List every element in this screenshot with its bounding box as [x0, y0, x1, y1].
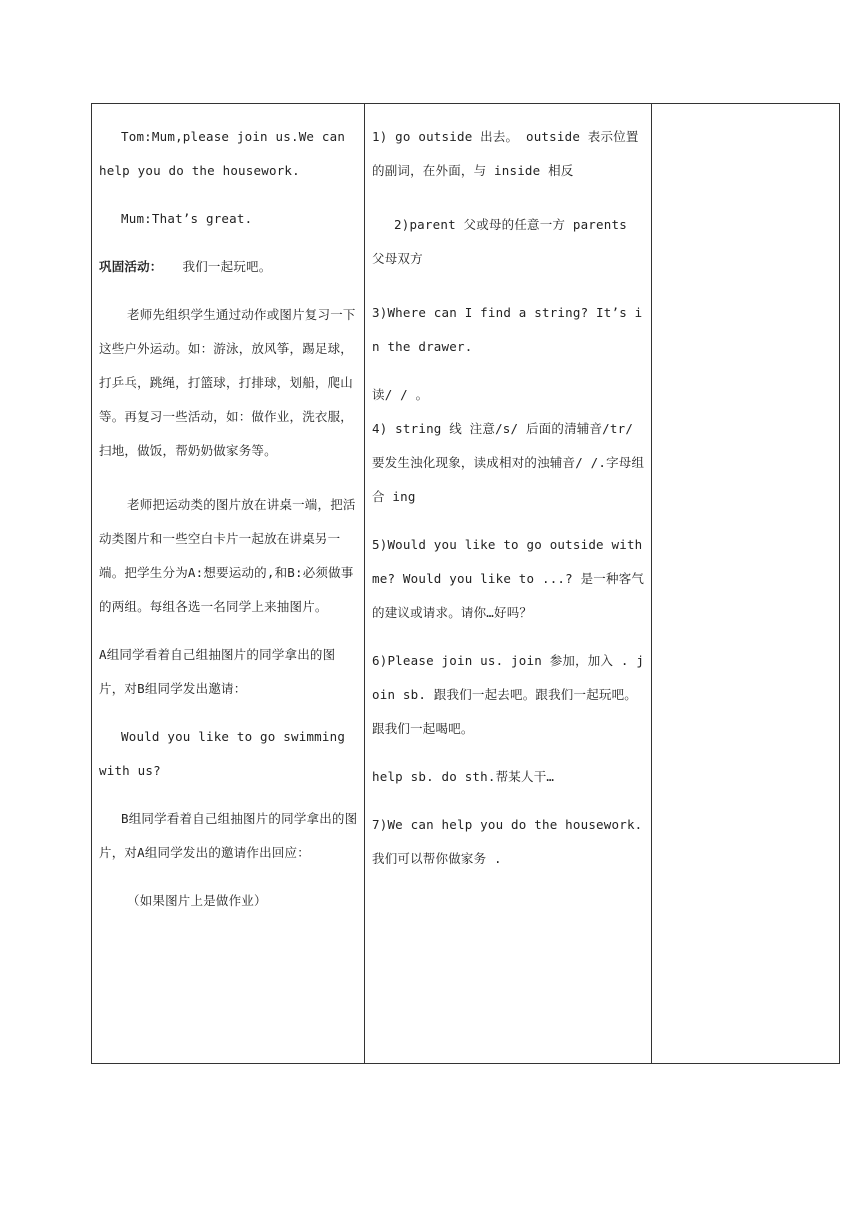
activity-label: 巩固活动： — [99, 259, 163, 274]
empty-cell — [652, 104, 840, 1064]
note-6: 6)Please join us. join 参加，加入 . join sb. 跟我们一起去吧。跟我们一起玩吧。跟我们一起喝吧。 — [372, 653, 645, 736]
activity-title: 我们一起玩吧。 — [182, 259, 272, 274]
invite-sentence: Would you like to go swimming with us? — [99, 729, 346, 778]
note-2: 2)parent 父或母的任意一方 parents 父母双方 — [372, 217, 627, 266]
notes-cell — [365, 104, 652, 1064]
group-b-paragraph: B组同学看着自己组抽图片的同学拿出的图片，对A组同学发出的邀请作出回应： — [99, 811, 358, 860]
note-6b: help sb. do sth.帮某人干… — [372, 769, 555, 784]
note-3-read: 读/ / 。 — [372, 387, 429, 402]
mum-line: Mum:That’s great. — [121, 211, 253, 226]
review-paragraph: 老师先组织学生通过动作或图片复习一下这些户外运动。如：游泳，放风筝，踢足球，打乒乓，跳绳，打篮球，打排球，划船，爬山等。再复习一些活动，如：做作业，洗衣服，扫地，做饭，帮奶奶做家务等。 — [99, 307, 356, 458]
note-4: 4) string 线 注意/s/ 后面的清辅音/tr/ 要发生浊化现象，读成相对的浊辅音/ /.字母组合 ing — [372, 421, 645, 504]
table-row — [92, 104, 840, 1064]
note-3: 3)Where can I find a string? It’s in the drawer. — [372, 305, 643, 354]
group-a-paragraph: A组同学看着自己组抽图片的同学拿出的图片，对B组同学发出邀请： — [99, 647, 336, 696]
note-7: 7)We can help you do the housework. 我们可以帮你做家务 . — [372, 817, 643, 866]
procedure-cell — [92, 104, 365, 1064]
note-1: 1) go outside 出去。 outside 表示位置的副词，在外面，与 inside 相反 — [372, 129, 639, 178]
activity-heading — [99, 250, 358, 284]
card-paragraph: 老师把运动类的图片放在讲桌一端，把活动类图片和一些空白卡片一起放在讲桌另一端。把学生分为A:想要运动的,和B:必须做事的两组。每组各选一名同学上来抽图片。 — [99, 497, 356, 614]
note-5: 5)Would you like to go outside with me? Would you like to ...? 是一种客气的建议或请求。请你…好吗？ — [372, 537, 645, 620]
homework-note: （如果图片上是做作业） — [127, 893, 267, 908]
lesson-table — [91, 103, 840, 1064]
tom-line: Tom:Mum,please join us.We can help you do the housework. — [99, 129, 346, 178]
